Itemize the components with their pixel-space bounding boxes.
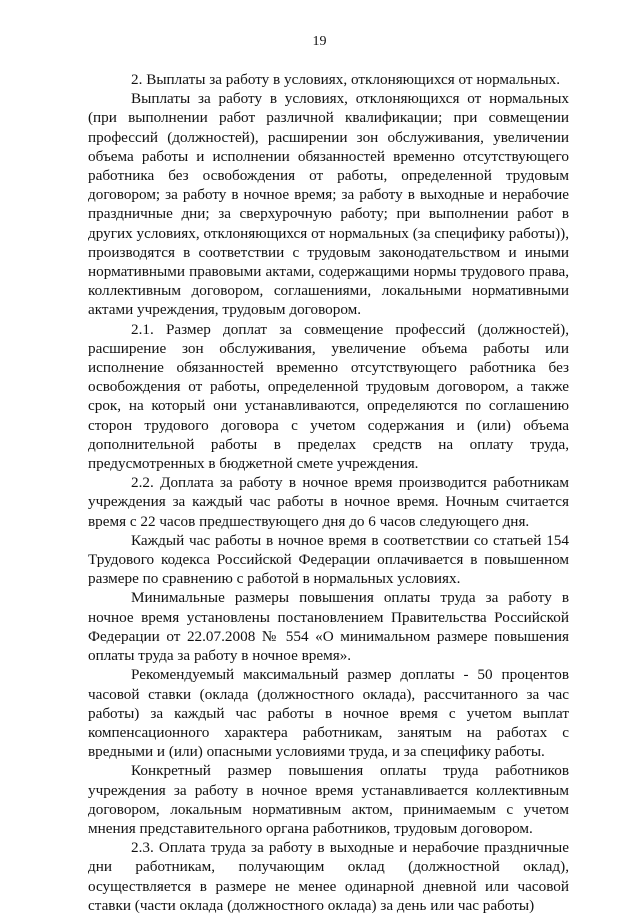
paragraph-overview: Выплаты за работу в условиях, отклоняющихся от нормальных (при выполнении работ различной квалификации; при совмещении профессий (должностей), расширении зон обслуживания, увеличении объема работы и исполнении обязанностей временно отсутствующего работника без освобождения от работы, определенной трудовым договором; за работу в ночное время; за работу в выходные и нерабочие праздничные дни; за сверхурочную работу; при выполнении работ в других условиях, отклоняющихся от нормальных (за специфику работы)), производятся в соответствии с трудовым законодательством и иными нормативными правовыми актами, содержащими нормы трудового права, коллективным договором, соглашениями, локальными нормативными актами учреждения, трудовым договором. [88, 90, 569, 319]
section-heading-2: 2. Выплаты за работу в условиях, отклоняющихся от нормальных. [131, 71, 561, 88]
document-body [88, 70, 569, 915]
page-number: 19 [312, 34, 327, 49]
paragraph-specific-size: Конкретный размер повышения оплаты труда работников учреждения за работу в ночное время устанавливается коллективным договором, локальным нормативным актом, принимаемым с учетом мнения представительного органа работников, трудовым договором. [88, 762, 569, 837]
paragraph-2-3: 2.3. Оплата труда за работу в выходные и нерабочие праздничные дни работникам, получающим оклад (должностной оклад), осуществляется в размере не менее одинарной дневной или часовой ставки (части оклада (должностного оклада) за день или час работы) [88, 839, 569, 914]
paragraph-2-2: 2.2. Доплата за работу в ночное время производится работникам учреждения за каждый час работы в ночное время. Ночным считается время с 22 часов предшествующего дня до 6 часов следующего дня. [88, 474, 569, 530]
paragraph-recommended-max: Рекомендуемый максимальный размер доплаты - 50 процентов часовой ставки (оклада (должностного оклада), рассчитанного за час работы) за каждый час работы в ночное время с учетом выплат компенсационного характера работникам, занятым на работах с вредными и (или) опасными условиями труда, и за специфику работы. [88, 666, 569, 761]
paragraph-minimum-rates: Минимальные размеры повышения оплаты труда за работу в ночное время установлены постановлением Правительства Российской Федерации от 22.07.2008 № 554 «О минимальном размере повышения оплаты труда за работу в ночное время». [88, 589, 569, 665]
paragraph-night-hour: Каждый час работы в ночное время в соответствии со статьей 154 Трудового кодекса Российской Федерации оплачивается в повышенном размере по сравнению с работой в нормальных условиях. [88, 531, 569, 588]
paragraph-2-1: 2.1. Размер доплат за совмещение профессий (должностей), расширение зон обслуживания, увеличение объема работы или исполнение обязанностей временно отсутствующего работника без освобождения от работы, определенной трудовым договором, а также срок, на который они устанавливаются, определяются по соглашению сторон трудового договора с учетом содержания и (или) объема дополнительной работы в пределах средств на оплату труда, предусмотренных в бюджетной смете учреждения. [88, 320, 569, 473]
